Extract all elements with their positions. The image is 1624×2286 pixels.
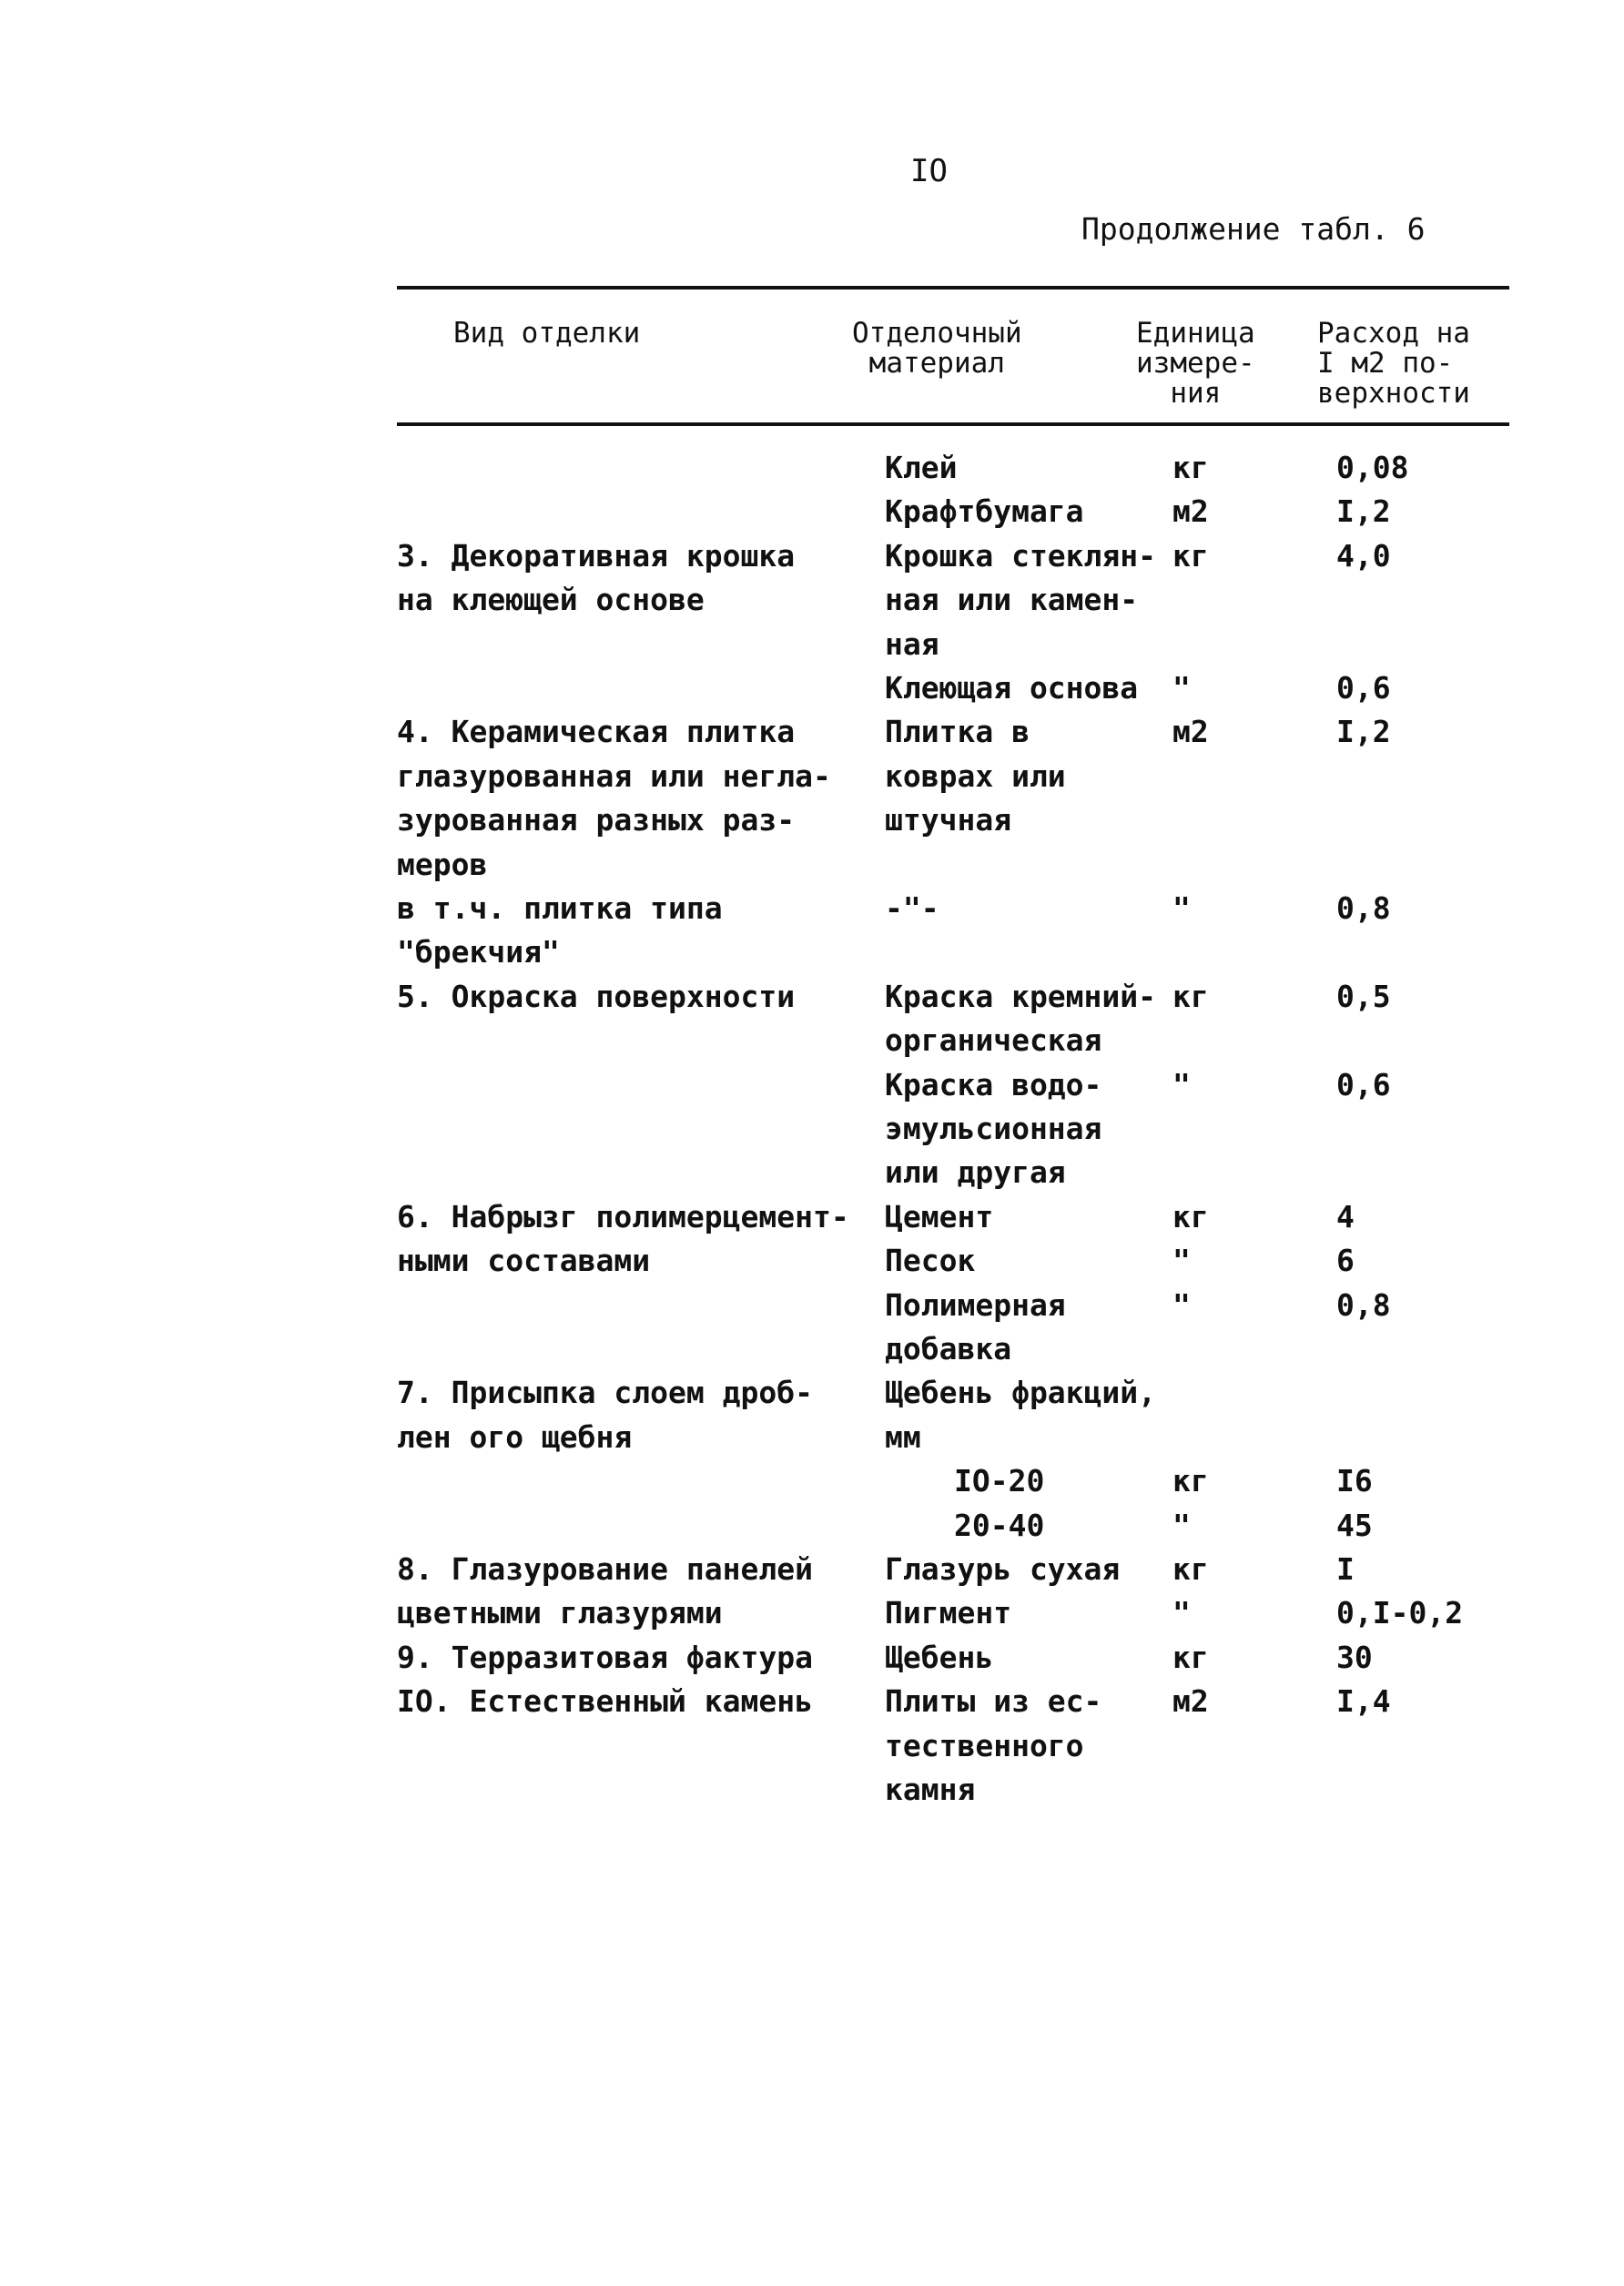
cell-material: ная <box>885 625 939 662</box>
cell-material: Полимерная <box>885 1286 1066 1323</box>
cell-consumption: I <box>1336 1551 1355 1587</box>
cell-material: штучная <box>885 802 1012 838</box>
cell-finish-type: 8. Глазурование панелей <box>397 1551 813 1587</box>
cell-material: Щебень фракций, <box>885 1375 1157 1411</box>
cell-unit: " <box>1172 1066 1191 1102</box>
table-continuation-label: Продолжение табл. 6 <box>1081 211 1426 247</box>
cell-finish-type: цветными глазурями <box>397 1595 723 1631</box>
cell-finish-type: меров <box>397 846 488 882</box>
cell-finish-type: 3. Декоративная крошка <box>397 537 796 574</box>
cell-finish-type: глазурованная или негла- <box>397 757 831 794</box>
cell-consumption: 0,I-0,2 <box>1336 1595 1464 1631</box>
cell-consumption: I,4 <box>1336 1683 1391 1720</box>
cell-finish-type: лен ого щебня <box>397 1418 633 1455</box>
header-bottom-rule <box>397 422 1509 426</box>
cell-unit: кг <box>1172 1463 1209 1499</box>
cell-unit: кг <box>1172 537 1209 574</box>
cell-unit: кг <box>1172 1639 1209 1675</box>
cell-material: Клеющая основа <box>885 670 1139 706</box>
cell-unit: " <box>1172 1243 1191 1279</box>
cell-consumption: I,2 <box>1336 493 1391 530</box>
cell-material: добавка <box>885 1331 1012 1367</box>
cell-finish-type: ными составами <box>397 1243 651 1279</box>
cell-finish-type: 4. Керамическая плитка <box>397 714 796 750</box>
cell-material: Крафтбумага <box>885 493 1084 530</box>
cell-unit: " <box>1172 1595 1191 1631</box>
cell-consumption: 0,5 <box>1336 978 1391 1014</box>
cell-finish-type: 9. Терразитовая фактура <box>397 1639 813 1675</box>
cell-consumption: 0,6 <box>1336 1066 1391 1102</box>
cell-consumption: 6 <box>1336 1243 1355 1279</box>
cell-unit: " <box>1172 670 1191 706</box>
cell-unit: " <box>1172 1286 1191 1323</box>
cell-material: Пигмент <box>885 1595 1012 1631</box>
cell-material: Плиты из ес- <box>885 1683 1102 1720</box>
cell-material: Крошка стеклян- <box>885 537 1157 574</box>
cell-material: камня <box>885 1772 976 1807</box>
header-material: Отделочный материал <box>852 317 1022 380</box>
cell-material: Краска водо- <box>885 1066 1102 1102</box>
cell-consumption: I,2 <box>1336 714 1391 750</box>
cell-unit: " <box>1172 1507 1191 1543</box>
cell-finish-type: в т.ч. плитка типа <box>397 890 723 926</box>
cell-material: Клей <box>885 450 958 485</box>
cell-material: или другая <box>885 1154 1066 1191</box>
cell-finish-type: 6. Набрызг полимерцемент- <box>397 1198 849 1234</box>
header-finish-type: Вид отделки <box>453 317 641 350</box>
cell-material: эмульсионная <box>885 1111 1102 1146</box>
cell-finish-type: зурованная разных раз- <box>397 802 796 838</box>
cell-consumption: 0,8 <box>1336 890 1391 926</box>
cell-material: органическая <box>885 1022 1102 1059</box>
cell-material: коврах или <box>885 757 1066 794</box>
cell-consumption: 0,6 <box>1336 670 1391 706</box>
cell-consumption: 30 <box>1336 1639 1373 1675</box>
cell-finish-type: "брекчия" <box>397 934 560 970</box>
cell-consumption: 45 <box>1336 1507 1373 1543</box>
cell-material: мм <box>885 1418 921 1455</box>
cell-material: Краска кремний- <box>885 978 1157 1014</box>
cell-unit: м2 <box>1172 1683 1209 1720</box>
cell-material: Цемент <box>885 1198 994 1234</box>
cell-material: Песок <box>885 1243 976 1279</box>
cell-consumption: I6 <box>1336 1463 1373 1499</box>
cell-finish-type: 5. Окраска поверхности <box>397 978 796 1014</box>
header-unit: Единица измере- ния <box>1136 317 1255 410</box>
cell-material: Глазурь сухая <box>885 1551 1121 1587</box>
cell-finish-type: на клеющей основе <box>397 582 705 618</box>
cell-consumption: 0,08 <box>1336 450 1409 485</box>
cell-material: ная или камен- <box>885 582 1139 618</box>
cell-consumption: 0,8 <box>1336 1286 1391 1323</box>
header-consumption: Расход на I м2 по- верхности <box>1317 317 1470 410</box>
cell-unit: кг <box>1172 450 1209 485</box>
cell-consumption: 4 <box>1336 1198 1355 1234</box>
table-top-rule <box>397 286 1509 290</box>
cell-finish-type: 7. Присыпка слоем дроб- <box>397 1375 813 1411</box>
cell-unit: м2 <box>1172 493 1209 530</box>
cell-material: тественного <box>885 1727 1084 1763</box>
cell-unit: " <box>1172 890 1191 926</box>
cell-material: 20-40 <box>954 1507 1045 1543</box>
cell-material: Щебень <box>885 1639 994 1675</box>
cell-unit: кг <box>1172 978 1209 1014</box>
cell-unit: кг <box>1172 1551 1209 1587</box>
page-number: IO <box>910 153 948 189</box>
cell-material: IO-20 <box>954 1463 1045 1499</box>
cell-material: Плитка в <box>885 714 1030 750</box>
cell-consumption: 4,0 <box>1336 537 1391 574</box>
cell-unit: кг <box>1172 1198 1209 1234</box>
cell-material: -"- <box>885 890 939 926</box>
cell-finish-type: IO. Естественный камень <box>397 1683 813 1720</box>
cell-unit: м2 <box>1172 714 1209 750</box>
